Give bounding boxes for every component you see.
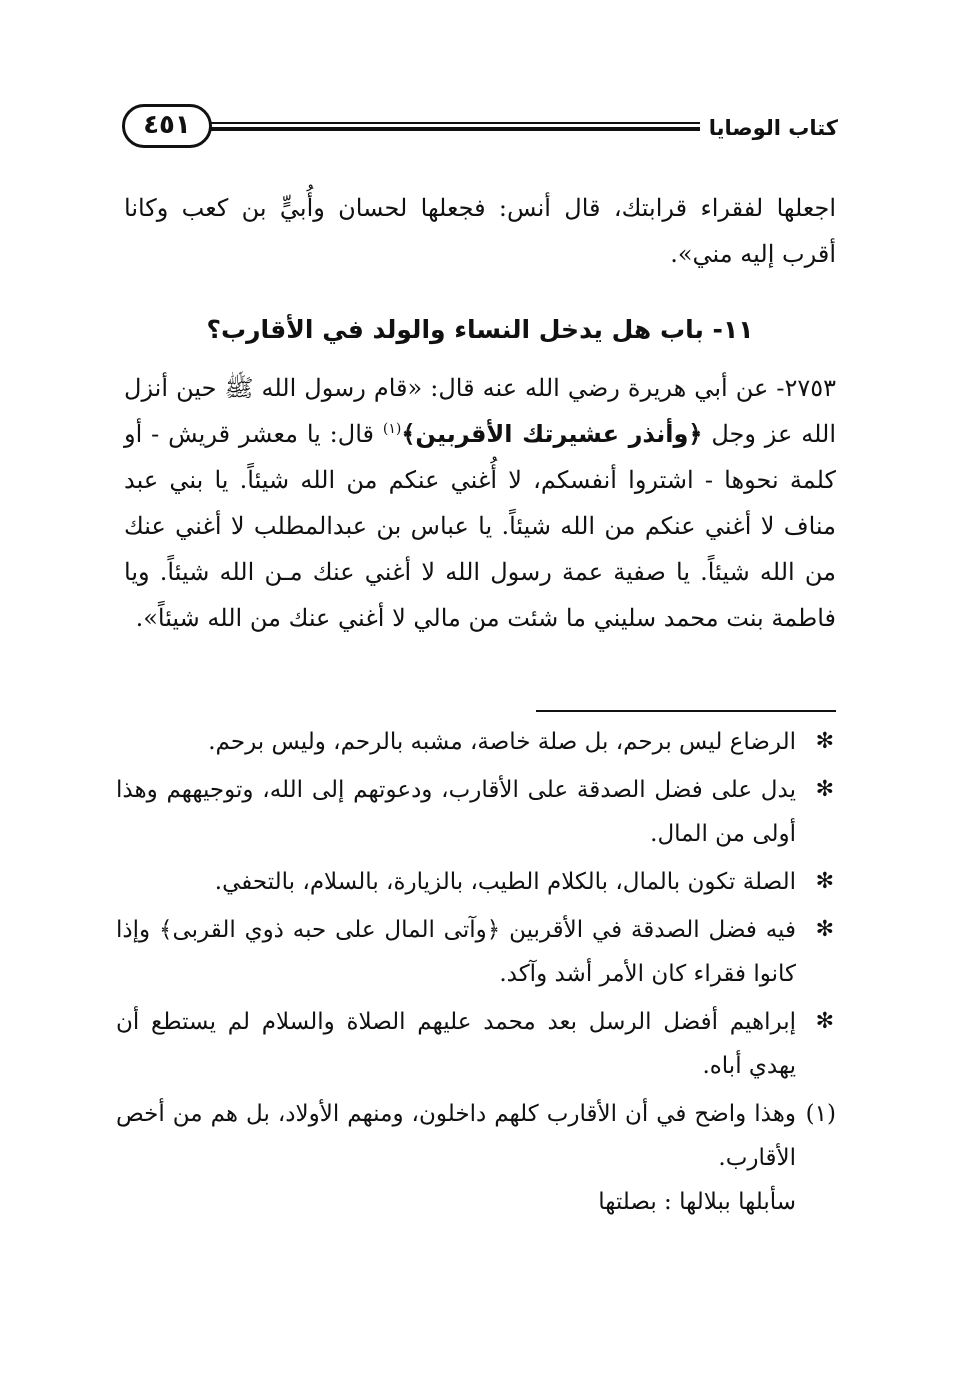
note-text: الصلة تكون بالمال، بالكلام الطيب، بالزيارة، بالسلام، بالتحفي.	[214, 869, 796, 895]
star-bullet-icon: ✻	[815, 777, 834, 802]
footnote-number: (١)	[805, 1101, 836, 1127]
note-text: إبراهيم أفضل الرسل بعد محمد عليهم الصلاة والسلام لم يستطع أن يهدي أباه.	[116, 1009, 796, 1079]
chapter-heading: ١١- باب هل يدخل النساء والولد في الأقارب؟	[206, 315, 754, 344]
footnote-text: وهذا واضح في أن الأقارب كلهم داخلون، ومنهم الأولاد، بل هم من أخص الأقارب.	[116, 1101, 796, 1171]
notes-section	[116, 720, 836, 1224]
star-bullet-icon: ✻	[815, 869, 834, 894]
hadith-part-2: قال: يا معشر قريش - أو كلمة نحوها - اشتروا أنفسكم، لا أُغني عنكم من الله شيئاً. يا بني عبد مناف لا أغني عنكم من الله شيئاً. يا عباس بن عبدالمطلب لا أغني عنك من الله شيئاً. يا صفية عمة رسول الله لا أغني عنك مـن الله شيئاً. ويا فاطمة بنت محمد سليني ما شئت من مالي لا أغني عنك من الله شيئاً».	[124, 420, 836, 632]
header-rule-thick	[210, 127, 700, 131]
note-item	[116, 860, 836, 904]
hadith-part-1: ٢٧٥٣- عن أبي هريرة رضي الله عنه قال: «قام رسول الله ﷺ حين أنزل الله عز وجل	[124, 374, 836, 448]
footnote-reference[interactable]: (١)	[382, 421, 402, 437]
page-number: ٤٥١	[122, 104, 212, 148]
note-item	[116, 768, 836, 856]
note-item	[116, 908, 836, 996]
note-text: يدل على فضل الصدقة على الأقارب، ودعوتهم إلى الله، وتوجيههم وهذا أولى من المال.	[116, 777, 796, 847]
header-rule	[210, 122, 700, 132]
intro-paragraph	[124, 185, 836, 277]
note-text: الرضاع ليس برحم، بل صلة خاصة، مشبه بالرحم، وليس برحم.	[208, 729, 796, 755]
note-item	[116, 1000, 836, 1088]
intro-line-2: إليه مني».	[670, 240, 775, 268]
footnote-separator	[536, 710, 836, 712]
note-item	[116, 720, 836, 764]
star-bullet-icon: ✻	[815, 917, 834, 942]
annotation-line: سأبلها ببلالها : بصلتها	[598, 1189, 796, 1215]
footnote	[116, 1092, 836, 1180]
header-rule-thin	[210, 122, 700, 124]
book-title: كتاب الوصايا	[708, 116, 838, 140]
page-header	[122, 98, 838, 158]
star-bullet-icon: ✻	[815, 729, 834, 754]
quran-verse: ﴿وأنذر عشيرتك الأقربين﴾	[401, 420, 703, 448]
star-bullet-icon: ✻	[815, 1009, 834, 1034]
hadith-paragraph	[124, 365, 836, 641]
intro-line-1: اجعلها لفقراء قرابتك، قال أنس: فجعلها لحسان وأُبيٍّ بن كعب وكانا أقرب	[124, 194, 836, 268]
note-text: فيه فضل الصدقة في الأقربين ﴿وآتى المال على حبه ذوي القربى﴾ وإذا كانوا فقراء كان الأمر أشد وآكد.	[116, 917, 796, 987]
